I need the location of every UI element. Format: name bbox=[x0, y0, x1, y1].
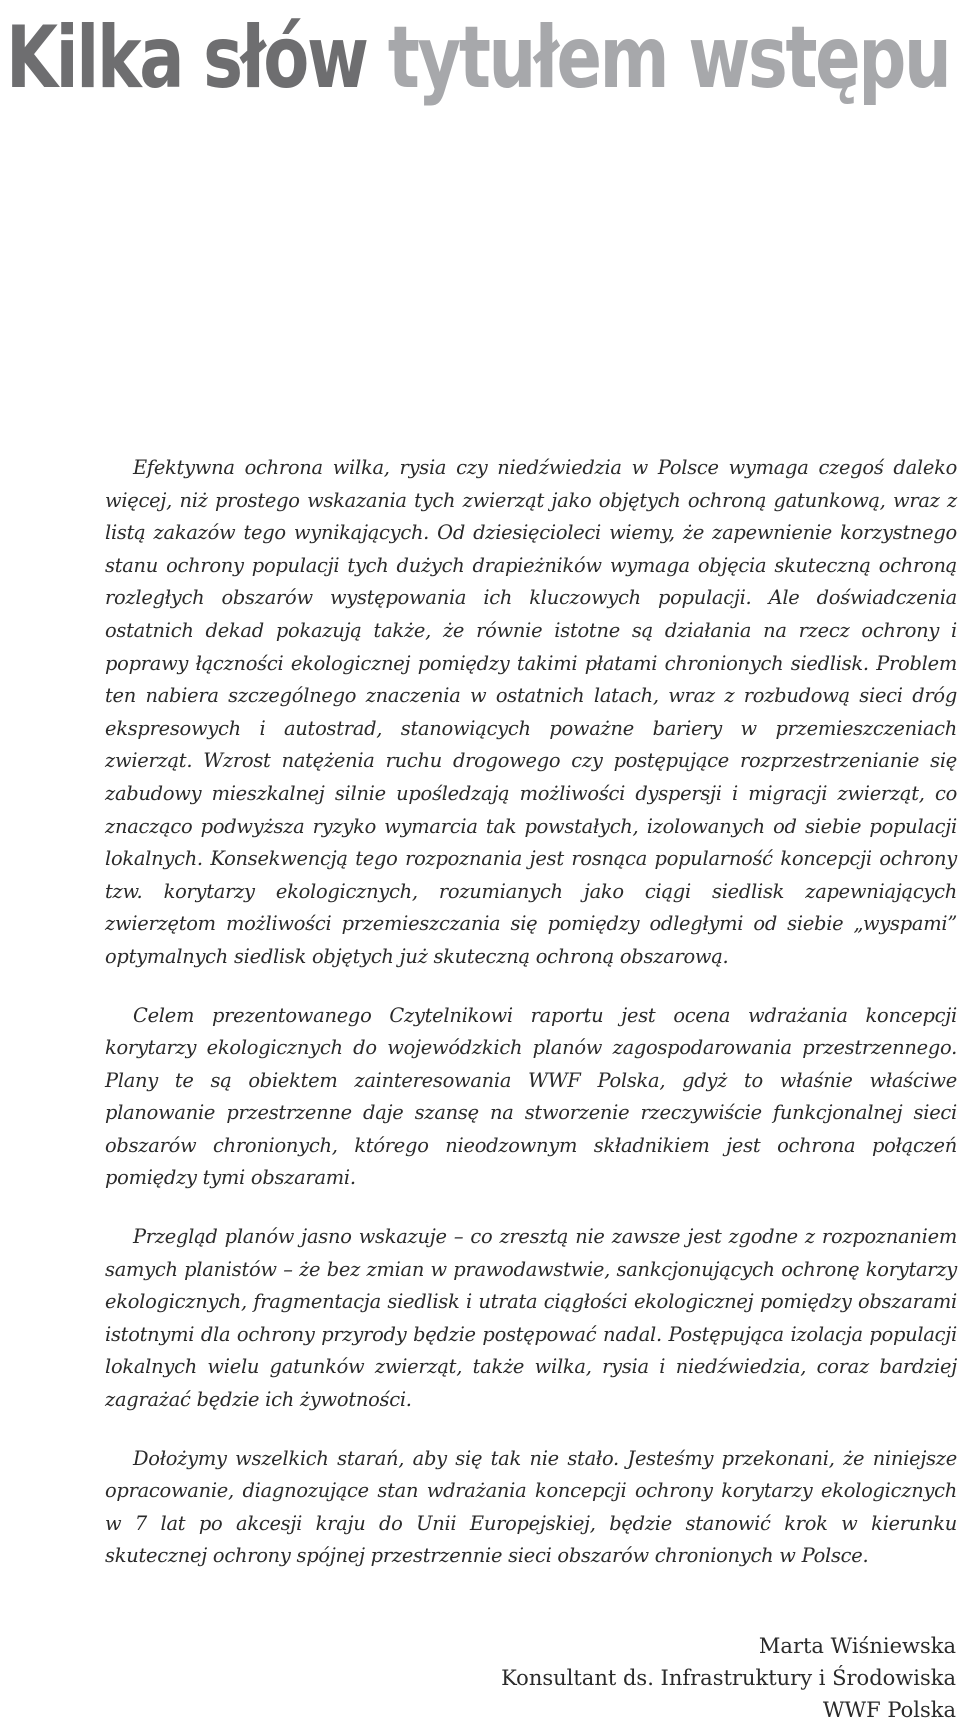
paragraph-1: Efektywna ochrona wilka, rysia czy niedźwiedzia w Polsce wymaga czegoś daleko więcej, niż prostego wskazania tych zwierząt jako objętych ochroną gatunkową, wraz z listą zakazów tego wynikających. Od dziesięcioleci wiemy, że zapewnienie korzystnego stanu ochrony populacji tych dużych drapieżników wymaga objęcia skuteczną ochroną rozległych obszarów występowania ich kluczowych populacji. Ale doświadczenia ostatnich dekad pokazują także, że równie istotne są działania na rzecz ochrony i poprawy łączności ekologicznej pomiędzy takimi płatami chronionych siedlisk. Problem ten nabiera szczególnego znaczenia w ostatnich latach, wraz z rozbudową sieci dróg ekspresowych i autostrad, stanowiących poważne bariery w przemieszczeniach zwierząt. Wzrost natężenia ruchu drogowego czy postępujące rozprzestrzenianie się zabudowy mieszkalnej silnie upośledzają możliwości dyspersji i migracji zwierząt, co znacząco podwyższa ryzyko wymarcia tak powstałych, izolowanych od siebie populacji lokalnych. Konsekwencją tego rozpoznania jest rosnąca popularność koncepcji ochrony tzw. korytarzy ekologicznych, rozumianych jako ciągi siedlisk zapewniających zwierzętom możliwości przemieszczania się pomiędzy odległymi od siebie „wyspami” optymalnych siedlisk objętych już skuteczną ochroną obszarową. bbox=[105, 456, 957, 968]
paragraph-2: Celem prezentowanego Czytelnikowi raportu jest ocena wdrażania koncepcji korytarzy ekologicznych do wojewódzkich planów zagospodarowania przestrzennego. Plany te są obiektem zainteresowania WWF Polska, gdyż to właśnie właściwe planowanie przestrzenne daje szansę na stworzenie rzeczywiście funkcjonalnej sieci obszarów chronionych, którego nieodzownym składnikiem jest ochrona połączeń pomiędzy tymi obszarami. bbox=[105, 1003, 957, 1190]
title-part-dark: Kilka słów bbox=[6, 8, 367, 108]
signature-organization: WWF Polska bbox=[822, 1698, 956, 1722]
intro-text bbox=[105, 452, 957, 1573]
title-part-light: tytułem wstępu bbox=[387, 8, 950, 108]
paragraph-4: Dołożymy wszelkich starań, aby się tak nie stało. Jesteśmy przekonani, że niniejsze opracowanie, diagnozujące stan wdrażania koncepcji ochrony korytarzy ekologicznych w 7 lat po akcesji kraju do Unii Europejskiej, będzie stanowić krok w kierunku skutecznej ochrony spójnej przestrzennie sieci obszarów chronionych w Polsce. bbox=[105, 1446, 957, 1568]
signature-name: Marta Wiśniewska bbox=[758, 1634, 956, 1658]
page-title bbox=[6, 8, 949, 108]
signature-role: Konsultant ds. Infrastruktury i Środowiska bbox=[501, 1666, 956, 1690]
paragraph-3: Przegląd planów jasno wskazuje – co zresztą nie zawsze jest zgodne z rozpoznaniem samych planistów – że bez zmian w prawodawstwie, sankcjonujących ochronę korytarzy ekologicznych, fragmentacja siedlisk i utrata ciągłości ekologicznej pomiędzy obszarami istotnymi dla ochrony przyrody będzie postępować nadal. Postępująca izolacja populacji lokalnych wielu gatunków zwierząt, także wilka, rysia i niedźwiedzia, coraz bardziej zagrażać będzie ich żywotności. bbox=[105, 1225, 957, 1412]
signature-block bbox=[501, 1630, 956, 1726]
